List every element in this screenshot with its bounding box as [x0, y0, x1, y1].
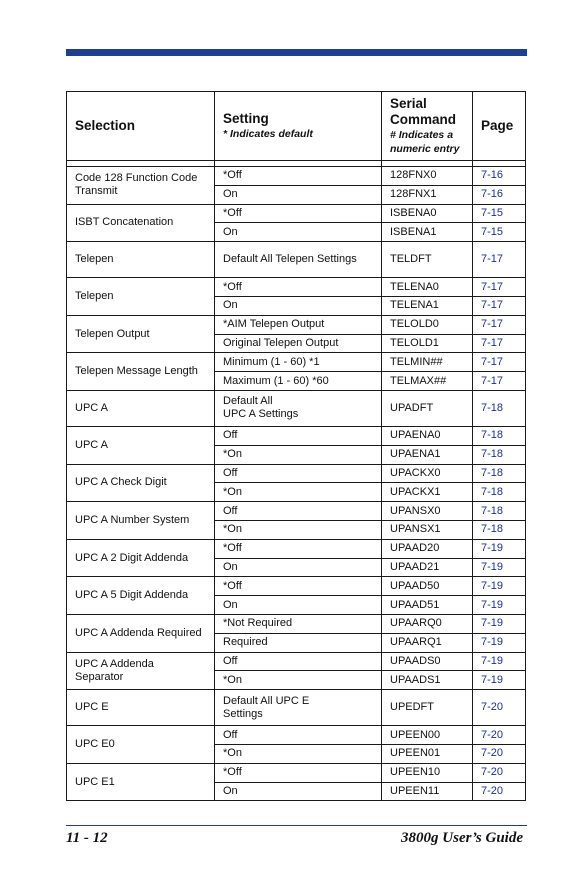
setting-cell: On	[215, 296, 382, 315]
command-cell: UPAADS1	[382, 671, 473, 690]
page-link[interactable]: 7-18	[473, 520, 526, 539]
table-row	[67, 502, 526, 521]
page-link[interactable]: 7-19	[473, 539, 526, 558]
page-link[interactable]: 7-18	[473, 390, 526, 426]
setting-cell: Off	[215, 464, 382, 483]
command-cell: UPAADS0	[382, 652, 473, 671]
page-number: 11 - 12	[66, 830, 108, 846]
setting-cell: *Not Required	[215, 614, 382, 633]
page-link[interactable]: 7-19	[473, 558, 526, 577]
page-link[interactable]: 7-17	[473, 372, 526, 391]
page-link[interactable]: 7-18	[473, 426, 526, 445]
command-cell: UPAARQ1	[382, 633, 473, 652]
page-link[interactable]: 7-19	[473, 671, 526, 690]
setting-cell: Required	[215, 633, 382, 652]
page-link[interactable]: 7-17	[473, 334, 526, 353]
setting-cell: Default All UPC E Settings	[215, 690, 382, 726]
table-row	[67, 315, 526, 334]
table-row	[67, 353, 526, 372]
command-cell: UPACKX0	[382, 464, 473, 483]
table-row	[67, 614, 526, 633]
command-cell: TELDFT	[382, 242, 473, 278]
command-cell: UPEDFT	[382, 690, 473, 726]
table-header-row	[67, 92, 526, 161]
header-serial-command: Serial Command # Indicates a numeric entry	[382, 92, 473, 161]
page-link[interactable]: 7-17	[473, 296, 526, 315]
page-link[interactable]: 7-20	[473, 744, 526, 763]
selection-cell: UPC A Addenda Separator	[67, 652, 215, 690]
command-cell: UPAENA1	[382, 445, 473, 464]
setting-cell: Maximum (1 - 60) *60	[215, 372, 382, 391]
setting-cell: *On	[215, 520, 382, 539]
setting-cell: *On	[215, 483, 382, 502]
setting-cell: Off	[215, 502, 382, 521]
table-row	[67, 204, 526, 223]
page-link[interactable]: 7-20	[473, 763, 526, 782]
setting-cell: Default All UPC A Settings	[215, 390, 382, 426]
setting-cell: *Off	[215, 539, 382, 558]
setting-cell: *On	[215, 445, 382, 464]
command-cell: 128FNX1	[382, 185, 473, 204]
selection-cell: Telepen	[67, 278, 215, 316]
page-link[interactable]: 7-19	[473, 596, 526, 615]
command-cell: UPADFT	[382, 390, 473, 426]
setting-cell: *On	[215, 744, 382, 763]
setting-cell: *AIM Telepen Output	[215, 315, 382, 334]
header-setting: Setting * Indicates default	[215, 92, 382, 161]
command-cell: UPEEN01	[382, 744, 473, 763]
setting-cell: Original Telepen Output	[215, 334, 382, 353]
selection-cell: UPC E0	[67, 726, 215, 764]
page-link[interactable]: 7-19	[473, 577, 526, 596]
command-cell: UPEEN10	[382, 763, 473, 782]
page-link[interactable]: 7-16	[473, 167, 526, 186]
selection-cell: UPC E	[67, 690, 215, 726]
page-link[interactable]: 7-18	[473, 464, 526, 483]
table-row	[67, 464, 526, 483]
setting-cell: On	[215, 223, 382, 242]
selection-cell: UPC A Addenda Required	[67, 614, 215, 652]
selection-cell: UPC A Number System	[67, 502, 215, 540]
setting-cell: On	[215, 782, 382, 801]
setting-cell: Minimum (1 - 60) *1	[215, 353, 382, 372]
command-cell: UPAAD21	[382, 558, 473, 577]
table-row	[67, 690, 526, 726]
setting-cell: *Off	[215, 204, 382, 223]
command-cell: ISBENA0	[382, 204, 473, 223]
table-row	[67, 426, 526, 445]
setting-cell: On	[215, 185, 382, 204]
selection-cell: UPC E1	[67, 763, 215, 801]
command-cell: ISBENA1	[382, 223, 473, 242]
serial-command-table	[66, 91, 526, 801]
page-link[interactable]: 7-19	[473, 614, 526, 633]
setting-cell: On	[215, 558, 382, 577]
selection-cell: UPC A Check Digit	[67, 464, 215, 502]
footer-rule	[66, 825, 527, 826]
command-cell: TELENA0	[382, 278, 473, 297]
command-cell: UPAAD50	[382, 577, 473, 596]
selection-cell: Telepen Message Length	[67, 353, 215, 391]
setting-cell: *Off	[215, 167, 382, 186]
command-cell: TELOLD1	[382, 334, 473, 353]
selection-cell: ISBT Concatenation	[67, 204, 215, 242]
table-row	[67, 726, 526, 745]
setting-cell: Default All Telepen Settings	[215, 242, 382, 278]
selection-cell: UPC A 5 Digit Addenda	[67, 577, 215, 615]
selection-cell: UPC A	[67, 426, 215, 464]
command-cell: TELENA1	[382, 296, 473, 315]
page-link[interactable]: 7-17	[473, 353, 526, 372]
setting-cell: *Off	[215, 278, 382, 297]
command-cell: UPEEN00	[382, 726, 473, 745]
page-link[interactable]: 7-19	[473, 633, 526, 652]
page-link[interactable]: 7-20	[473, 690, 526, 726]
page-link[interactable]: 7-18	[473, 502, 526, 521]
setting-cell: *Off	[215, 577, 382, 596]
command-cell: UPANSX0	[382, 502, 473, 521]
command-cell: UPAAD20	[382, 539, 473, 558]
table-row	[67, 539, 526, 558]
setting-cell: Off	[215, 426, 382, 445]
page-link[interactable]: 7-18	[473, 483, 526, 502]
table-row	[67, 242, 526, 278]
selection-cell: UPC A 2 Digit Addenda	[67, 539, 215, 577]
table-row	[67, 652, 526, 671]
page-link[interactable]: 7-20	[473, 726, 526, 745]
setting-cell: *On	[215, 671, 382, 690]
page-link[interactable]: 7-17	[473, 242, 526, 278]
selection-cell: Code 128 Function Code Transmit	[67, 167, 215, 205]
guide-title: 3800g User’s Guide	[401, 830, 523, 846]
command-cell: TELMAX##	[382, 372, 473, 391]
page-link[interactable]: 7-16	[473, 185, 526, 204]
page-link[interactable]: 7-15	[473, 223, 526, 242]
command-cell: UPEEN11	[382, 782, 473, 801]
page-link[interactable]: 7-17	[473, 315, 526, 334]
command-cell: 128FNX0	[382, 167, 473, 186]
table-row	[67, 763, 526, 782]
command-cell: UPAENA0	[382, 426, 473, 445]
page-link[interactable]: 7-15	[473, 204, 526, 223]
selection-cell: Telepen	[67, 242, 215, 278]
setting-cell: *Off	[215, 763, 382, 782]
table-row	[67, 577, 526, 596]
header-page: Page	[473, 92, 526, 161]
setting-cell: Off	[215, 652, 382, 671]
selection-cell: UPC A	[67, 390, 215, 426]
command-cell: TELOLD0	[382, 315, 473, 334]
header-selection: Selection	[67, 92, 215, 161]
selection-cell: Telepen Output	[67, 315, 215, 353]
page-link[interactable]: 7-19	[473, 652, 526, 671]
page-link[interactable]: 7-17	[473, 278, 526, 297]
table-row	[67, 390, 526, 426]
command-cell: UPAAD51	[382, 596, 473, 615]
page-link[interactable]: 7-20	[473, 782, 526, 801]
command-cell: TELMIN##	[382, 353, 473, 372]
table-row	[67, 167, 526, 186]
command-cell: UPANSX1	[382, 520, 473, 539]
command-cell: UPACKX1	[382, 483, 473, 502]
table-row	[67, 278, 526, 297]
command-cell: UPAARQ0	[382, 614, 473, 633]
setting-cell: Off	[215, 726, 382, 745]
setting-cell: On	[215, 596, 382, 615]
page-link[interactable]: 7-18	[473, 445, 526, 464]
header-rule	[66, 49, 527, 56]
